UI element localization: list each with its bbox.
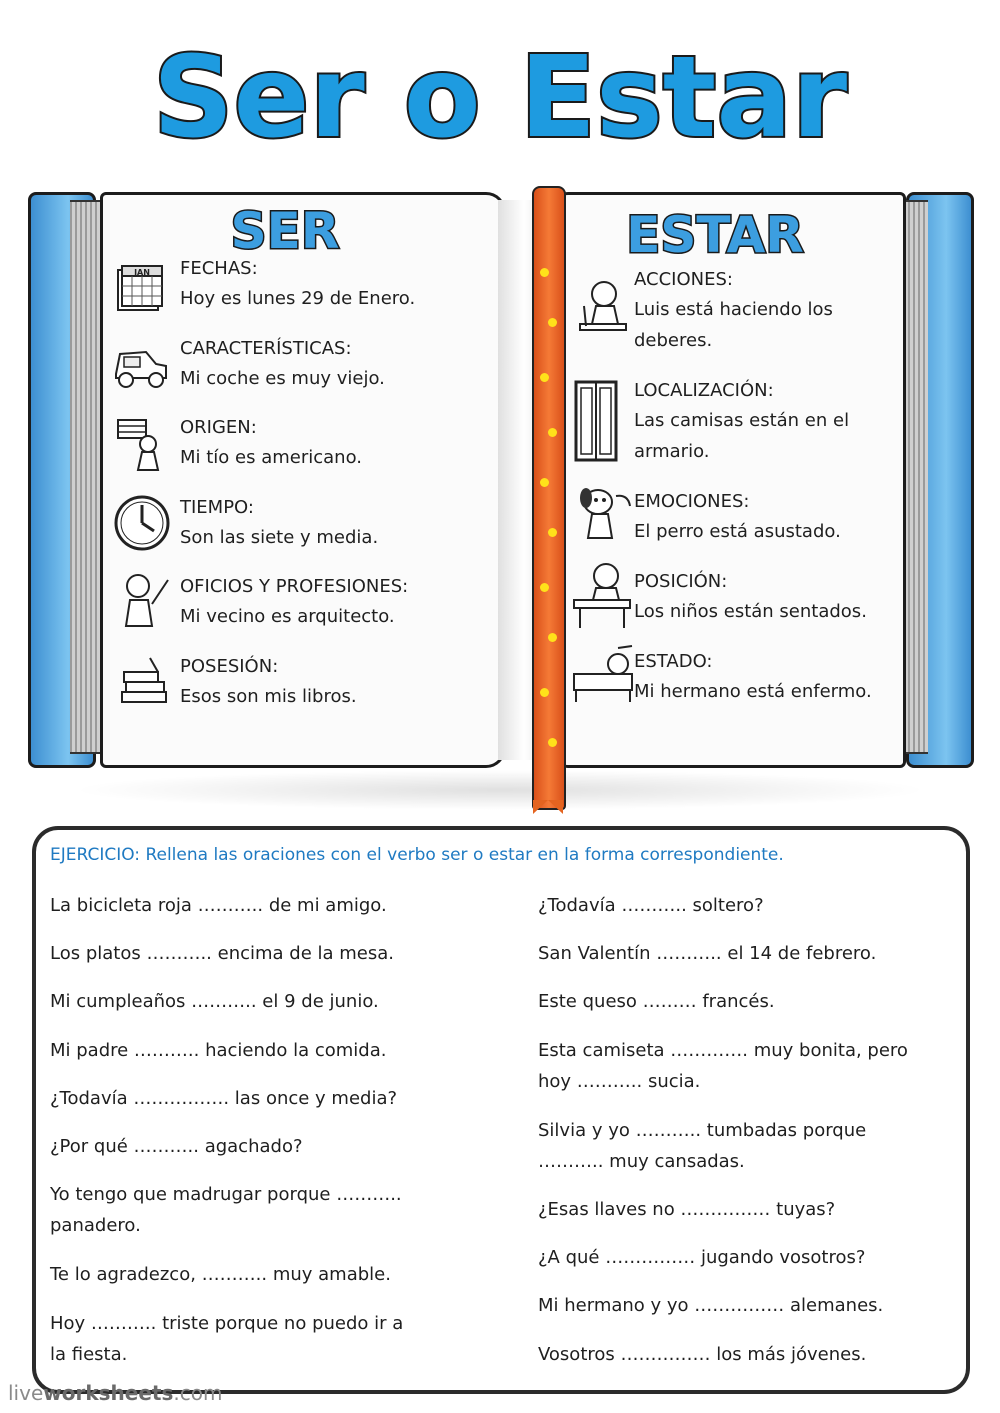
car-icon [110, 334, 170, 394]
books-icon [114, 652, 174, 712]
sick-bed-icon [570, 644, 636, 704]
ser-label-oficios: OFICIOS Y PROFESIONES: [180, 576, 409, 597]
estar-example-acciones-1: Luis está haciendo los [634, 299, 833, 320]
writing-boy-icon [572, 276, 632, 336]
exercise-sentence: Vosotros …………… los más jóvenes. [538, 1344, 867, 1365]
teacher-icon [112, 568, 172, 628]
exercise-sentence: Mi padre ……….. haciendo la comida. [50, 1040, 387, 1061]
exercise-sentence: Silvia y yo ……….. tumbadas porque [538, 1120, 867, 1141]
bookmark-dot [540, 688, 549, 697]
exercise-sentence: ¿A qué …………… jugando vosotros? [538, 1247, 866, 1268]
calendar-icon [112, 256, 172, 316]
exercise-sentence: ¿Todavía ……………. las once y media? [50, 1088, 398, 1109]
bookmark-dot [548, 428, 557, 437]
bookmark-ribbon [532, 186, 566, 810]
exercise-heading: EJERCICIO: Rellena las oraciones con el verbo ser o estar en la forma correspondiente. [50, 845, 784, 865]
ser-label-caracteristicas: CARACTERÍSTICAS: [180, 338, 352, 359]
clock-icon [112, 493, 172, 553]
estar-example-acciones-2: deberes. [634, 330, 713, 351]
exercise-sentence: La bicicleta roja ……….. de mi amigo. [50, 895, 387, 916]
exercise-sentence: ……….. muy cansadas. [538, 1151, 745, 1172]
exercise-sentence: San Valentín ……….. el 14 de febrero. [538, 943, 877, 964]
bookmark-tail [533, 800, 563, 814]
estar-label-estado: ESTADO: [634, 651, 713, 672]
bookmark-dot [540, 268, 549, 277]
ser-example-posesion: Esos son mis libros. [180, 686, 357, 707]
estar-label-acciones: ACCIONES: [634, 269, 733, 290]
book-shadow [70, 770, 930, 810]
exercise-sentence: la fiesta. [50, 1344, 128, 1365]
scared-dog-icon [572, 484, 632, 544]
exercise-sentence: Esta camiseta …………. muy bonita, pero [538, 1040, 908, 1061]
exercise-sentence: Te lo agradezco, ……….. muy amable. [50, 1264, 391, 1285]
exercise-sentence: ¿Todavía ……….. soltero? [538, 895, 764, 916]
estar-example-localizacion-2: armario. [634, 441, 710, 462]
ser-label-tiempo: TIEMPO: [180, 497, 254, 518]
exercise-sentence: Los platos ……….. encima de la mesa. [50, 943, 394, 964]
estar-heading-text: ESTAR [626, 206, 804, 264]
exercise-sentence: ¿Esas llaves no …………… tuyas? [538, 1199, 836, 1220]
wardrobe-icon [572, 378, 620, 464]
ser-heading-text: SER [230, 202, 340, 260]
seated-kid-icon [570, 560, 634, 630]
bookmark-dot [548, 633, 557, 642]
exercise-sentence: Este queso ……… francés. [538, 991, 775, 1012]
page-title [0, 18, 1000, 168]
bookmark-dot [548, 738, 557, 747]
calendar-month-text: JAN [134, 268, 150, 277]
exercise-sentence: panadero. [50, 1215, 141, 1236]
page-title-text: Ser o Estar [152, 33, 848, 163]
liveworksheets-watermark [8, 1381, 222, 1405]
ser-label-fechas: FECHAS: [180, 258, 258, 279]
bookmark-dot [540, 373, 549, 382]
estar-label-emociones: EMOCIONES: [634, 491, 750, 512]
exercise-sentence: Yo tengo que madrugar porque ……….. [50, 1184, 402, 1205]
ser-example-fechas: Hoy es lunes 29 de Enero. [180, 288, 416, 309]
ser-label-posesion: POSESIÓN: [180, 656, 279, 677]
estar-heading [600, 204, 840, 264]
exercise-sentence: Mi cumpleaños ……….. el 9 de junio. [50, 991, 379, 1012]
ser-example-tiempo: Son las siete y media. [180, 527, 379, 548]
ser-heading [190, 200, 390, 260]
bookmark-dot [540, 478, 549, 487]
ser-label-origen: ORIGEN: [180, 417, 257, 438]
estar-example-estado: Mi hermano está enfermo. [634, 681, 872, 702]
estar-example-localizacion-1: Las camisas están en el [634, 410, 850, 431]
estar-example-posicion: Los niños están sentados. [634, 601, 867, 622]
exercise-sentence: hoy ……….. sucia. [538, 1071, 701, 1092]
exercise-sentence: ¿Por qué ……….. agachado? [50, 1136, 303, 1157]
estar-label-localizacion: LOCALIZACIÓN: [634, 380, 774, 401]
ser-example-caracteristicas: Mi coche es muy viejo. [180, 368, 385, 389]
watermark-suffix: .com [173, 1381, 223, 1405]
estar-label-posicion: POSICIÓN: [634, 571, 728, 592]
watermark-bold: worksheets [43, 1381, 174, 1405]
ser-example-origen: Mi tío es americano. [180, 447, 363, 468]
bookmark-dot [548, 528, 557, 537]
estar-example-emociones: El perro está asustado. [634, 521, 841, 542]
flag-person-icon [112, 414, 172, 474]
bookmark-dot [548, 318, 557, 327]
bookmark-dot [540, 583, 549, 592]
exercise-sentence: Mi hermano y yo …………… alemanes. [538, 1295, 884, 1316]
page-edges-left [70, 200, 100, 754]
ser-example-oficios: Mi vecino es arquitecto. [180, 606, 395, 627]
watermark-prefix: live [8, 1381, 44, 1405]
exercise-sentence: Hoy ……….. triste porque no puedo ir a [50, 1313, 404, 1334]
